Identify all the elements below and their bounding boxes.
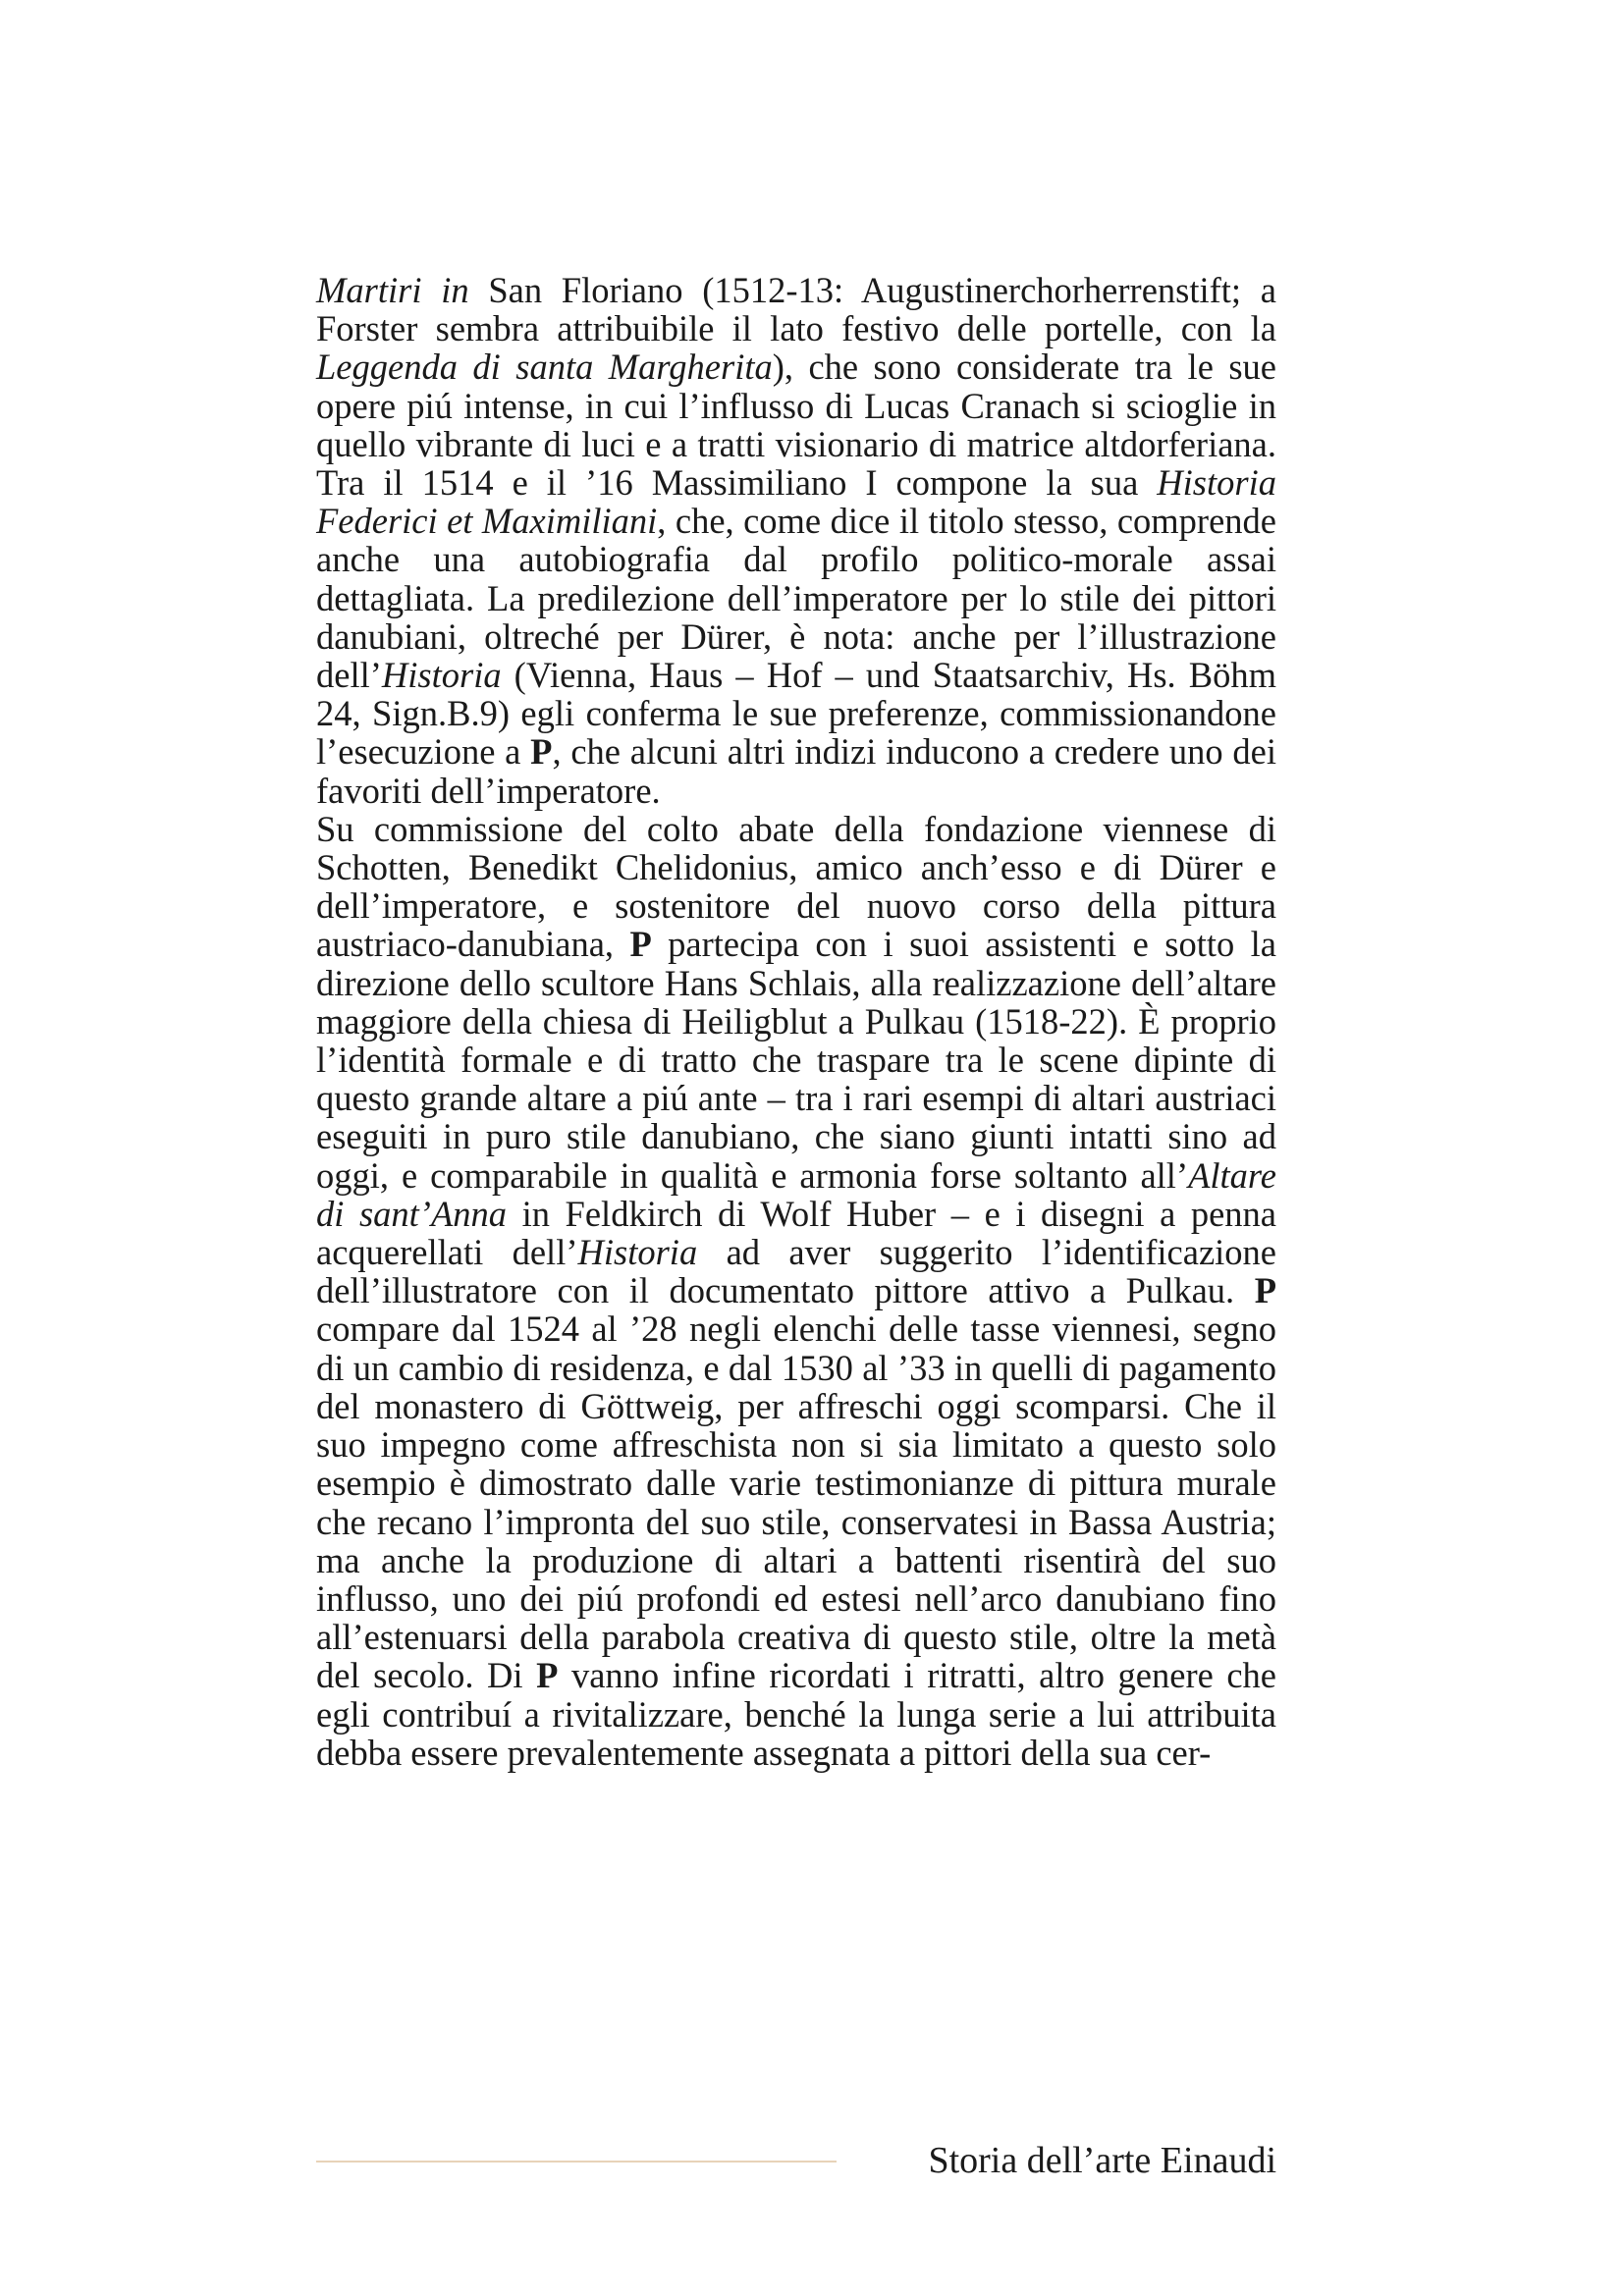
text-run: , che alcuni altri indizi inducono a credere uno dei favoriti dell’imperatore. bbox=[316, 731, 1276, 811]
paragraph bbox=[316, 810, 1276, 1772]
italic-title-text: Historia bbox=[577, 1232, 698, 1273]
artist-initial: P bbox=[536, 1655, 559, 1696]
italic-title-text: Historia bbox=[381, 655, 502, 696]
artist-initial: P bbox=[1254, 1270, 1276, 1311]
italic-title-text: Martiri in bbox=[316, 270, 469, 310]
paragraph bbox=[316, 271, 1276, 810]
artist-initial: P bbox=[629, 924, 652, 965]
text-run: ), che sono considerate tra le sue opere piú intense, in cui l’influsso di Lucas Cranach si scioglie in quello vibrante di luci e a tratti visionario di matrice altdorferiana. Tra il 1514 e il ’16 Massimiliano I compone la sua bbox=[316, 347, 1276, 504]
text-run: (Vienna, Haus – Hof – und Staatsarchiv, Hs. Böhm 24, Sign.B.9) egli conferma le sue preferenze, commissionandone l’esecuzione a bbox=[316, 655, 1276, 773]
footer-rule bbox=[316, 2161, 837, 2163]
text-run: compare dal 1524 al ’28 negli elenchi delle tasse viennesi, segno di un cambio di residenza, e dal 1530 al ’33 in quelli di pagamento del monastero di Göttweig, per affreschi oggi scomparsi. Che il suo impegno come affreschista non si sia limitato a questo solo esempio è dimostrato dalle varie testimonianze di pittura murale che recano l’impronta del suo stile, conservatesi in Bassa Austria; ma anche la produzione di altari a battenti risentirà del suo influsso, uno dei piú profondi ed estesi nell’arco danubiano fino all’estenuarsi della parabola creativa di questo stile, oltre la metà del secolo. Di bbox=[316, 1308, 1276, 1696]
italic-title-text: Altare di sant’Anna bbox=[316, 1154, 1276, 1234]
italic-title-text: Historia Federici et Maximiliani bbox=[316, 462, 1276, 542]
text-run: Su commissione del colto abate della fondazione viennese di Schotten, Benedikt Chelidonius, amico anch’esso e di Dürer e dell’imperatore, e sostenitore del nuovo corso della pittura austriaco-danubiana, bbox=[316, 808, 1276, 965]
page-footer bbox=[316, 2136, 1276, 2185]
body-text bbox=[316, 271, 1276, 1772]
text-run: , che, come dice il titolo stesso, comprende anche una autobiografia dal profilo politico-morale assai dettagliata. La predilezione dell’imperatore per lo stile dei pittori danubiani, oltreché per Dürer, è nota: anche per l’illustrazione dell’ bbox=[316, 501, 1276, 696]
text-run: San Floriano (1512-13: Augustinerchorherrenstift; a Forster sembra attribuibile il lato festivo delle portelle, con la bbox=[316, 270, 1276, 349]
italic-title-text: Leggenda di santa Margherita bbox=[316, 347, 773, 388]
text-run: vanno infine ricordati i ritratti, altro genere che egli contribuí a rivitalizzare, benché la lunga serie a lui attribuita debba essere prevalentemente assegnata a pittori della sua cer- bbox=[316, 1655, 1277, 1773]
artist-initial: P bbox=[530, 731, 553, 773]
text-run: ad aver suggerito l’identificazione dell’illustratore con il documentato pittore attivo a Pulkau. bbox=[316, 1232, 1276, 1311]
text-run: partecipa con i suoi assistenti e sotto la direzione dello scultore Hans Schlais, alla realizzazione dell’altare maggiore della chiesa di Heiligblut a Pulkau (1518-22). È proprio l’identità formale e di tratto che traspare tra le scene dipinte di questo grande altare a piú ante – tra i rari esempi di altari austriaci eseguiti in puro stile danubiano, che siano giunti intatti sino ad oggi, e comparabile in qualità e armonia forse soltanto all’ bbox=[316, 924, 1277, 1196]
publication-title: Storia dell’arte Einaudi bbox=[928, 2140, 1276, 2181]
text-run: in Feldkirch di Wolf Huber – e i disegni a penna acquerellati dell’ bbox=[316, 1193, 1276, 1273]
